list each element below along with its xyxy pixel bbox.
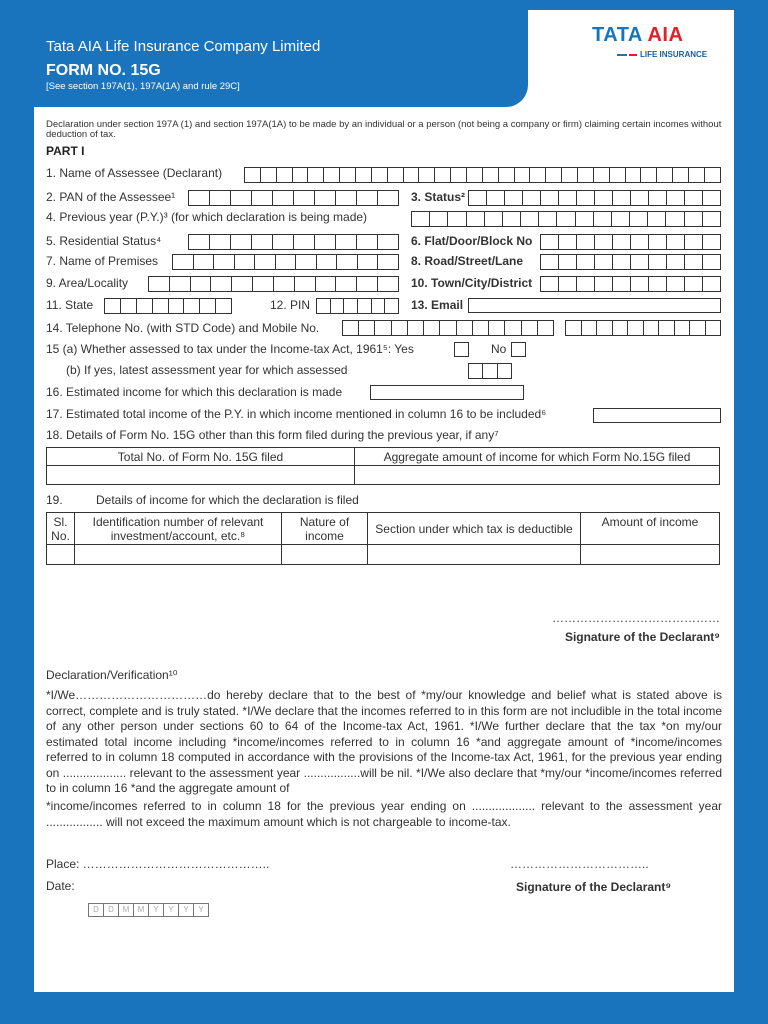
date-boxes[interactable]	[88, 903, 209, 917]
table19-cell-identification[interactable]	[75, 545, 282, 565]
date-box[interactable]: Y	[149, 904, 164, 916]
logo-word-aia: AIA	[647, 24, 684, 46]
char-box[interactable]	[649, 277, 667, 291]
char-box[interactable]	[317, 255, 338, 269]
char-box[interactable]	[559, 191, 577, 205]
field-3-label: 3. Status²	[411, 190, 466, 204]
table18-cell-aggregate[interactable]	[355, 466, 720, 485]
char-box[interactable]	[105, 299, 121, 313]
pan-boxes[interactable]	[188, 190, 399, 206]
table19-header-identification: Identification number of relevant investment/account, etc.⁸	[75, 513, 282, 545]
char-box[interactable]	[378, 235, 398, 249]
char-box[interactable]	[358, 255, 379, 269]
char-box[interactable]	[595, 255, 613, 269]
char-box[interactable]	[315, 235, 336, 249]
char-box[interactable]	[200, 299, 216, 313]
town-city-boxes[interactable]	[540, 276, 721, 292]
table19-header-section: Section under which tax is deductible	[368, 513, 581, 545]
char-box[interactable]	[336, 235, 357, 249]
form-number: FORM NO. 15G	[46, 62, 161, 79]
char-box[interactable]	[173, 255, 194, 269]
signature-label-2: Signature of the Declarant⁹	[516, 880, 672, 894]
char-box[interactable]	[440, 321, 456, 335]
char-box[interactable]	[214, 255, 235, 269]
field-12-label: 12. PIN	[270, 298, 311, 312]
char-box[interactable]	[408, 321, 424, 335]
premises-boxes[interactable]	[172, 254, 399, 270]
field-5-label: 5. Residential Status⁴	[46, 234, 162, 248]
field-14-label: 14. Telephone No. (with STD Code) and Mobile No.	[46, 321, 320, 335]
char-box[interactable]	[659, 321, 675, 335]
char-box[interactable]	[344, 299, 358, 313]
char-box[interactable]	[566, 321, 582, 335]
char-box[interactable]	[649, 191, 667, 205]
char-box[interactable]	[357, 191, 378, 205]
char-box[interactable]	[404, 168, 420, 182]
intro-text: Declaration under section 197A (1) and section 197A(1A) to be made by an individual or a person (not being a company or firm) claiming certain incomes without deduction of tax.	[46, 119, 722, 140]
char-box[interactable]	[613, 255, 631, 269]
field-16-label: 16. Estimated income for which this declaration is made	[46, 385, 343, 399]
table19-cell-slno[interactable]	[47, 545, 75, 565]
char-box[interactable]	[356, 168, 372, 182]
char-box[interactable]	[378, 255, 398, 269]
char-box[interactable]	[169, 299, 185, 313]
char-box[interactable]	[324, 168, 340, 182]
date-box[interactable]: M	[134, 904, 149, 916]
char-box[interactable]	[705, 168, 720, 182]
char-box[interactable]	[424, 321, 440, 335]
char-box[interactable]	[184, 299, 200, 313]
char-box[interactable]	[577, 277, 595, 291]
char-box[interactable]	[121, 299, 137, 313]
char-box[interactable]	[595, 277, 613, 291]
road-street-boxes[interactable]	[540, 254, 721, 270]
char-box[interactable]	[541, 235, 559, 249]
signature-line: ……………………………………	[552, 611, 720, 625]
char-box[interactable]	[255, 255, 276, 269]
char-box[interactable]	[336, 277, 357, 291]
char-box[interactable]	[375, 321, 391, 335]
char-box[interactable]	[357, 277, 378, 291]
char-box[interactable]	[276, 255, 297, 269]
char-box[interactable]	[343, 321, 359, 335]
field-1-label: 1. Name of Assessee (Declarant)	[46, 166, 223, 180]
char-box[interactable]	[541, 255, 559, 269]
char-box[interactable]	[210, 191, 231, 205]
char-box[interactable]	[469, 364, 483, 378]
assessed-no-checkbox[interactable]	[511, 342, 526, 357]
char-box[interactable]	[666, 212, 684, 226]
char-box[interactable]	[612, 212, 630, 226]
char-box[interactable]	[703, 235, 720, 249]
char-box[interactable]	[253, 277, 274, 291]
mobile-boxes[interactable]	[565, 320, 721, 336]
char-box[interactable]	[641, 168, 657, 182]
table18-header-aggregate: Aggregate amount of income for which Form No.15G filed	[355, 448, 720, 466]
char-box[interactable]	[294, 235, 315, 249]
char-box[interactable]	[690, 321, 706, 335]
email-field[interactable]	[468, 298, 721, 313]
char-box[interactable]	[559, 235, 577, 249]
char-box[interactable]	[210, 235, 231, 249]
char-box[interactable]	[252, 191, 273, 205]
char-box[interactable]	[577, 235, 595, 249]
char-box[interactable]	[649, 255, 667, 269]
char-box[interactable]	[232, 277, 253, 291]
char-box[interactable]	[689, 168, 705, 182]
date-box[interactable]: Y	[198, 905, 204, 914]
field-18-label: 18. Details of Form No. 15G other than this form filed during the previous year, if any⁷	[46, 428, 499, 442]
field-15a-no-label: No	[491, 342, 507, 356]
char-box[interactable]	[308, 168, 324, 182]
char-box[interactable]	[467, 212, 485, 226]
field-19-label: Details of income for which the declaration is filed	[96, 493, 359, 507]
char-box[interactable]	[626, 168, 642, 182]
pin-boxes[interactable]	[316, 298, 399, 314]
char-box[interactable]	[273, 235, 294, 249]
char-box[interactable]	[216, 299, 231, 313]
char-box[interactable]	[378, 277, 398, 291]
char-box[interactable]	[594, 212, 612, 226]
char-box[interactable]	[483, 364, 497, 378]
char-box[interactable]	[358, 299, 372, 313]
form-page	[34, 10, 734, 992]
char-box[interactable]	[703, 191, 720, 205]
char-box[interactable]	[577, 191, 595, 205]
declaration-paragraph-1: *I/We……………………………do hereby declare that to the best of *my/our knowledge and belief what is stated above is correct, complete and is truly stated. *I/We declare that the incomes referred to in this form are not includible in the total income of any other person under sections 60 to 64 of the Income-tax Act, 1961. *I/We further declare that the tax *on my/our estimated total income including *income/incomes referred to in column 16 *and aggregate amount of *income/incomes referred to in column 18 computed in accordance with the provisions of the Income-tax Act, 1961, for the previous year ending on ................... relevant to the assessment year .................will be nil. *I/We also declare that *my/our *income/incomes referred to in column 16 *and the aggregate amount of	[46, 688, 722, 795]
field-9-label: 9. Area/Locality	[46, 276, 129, 290]
char-box[interactable]	[613, 321, 629, 335]
char-box[interactable]	[412, 212, 430, 226]
field-10-label: 10. Town/City/District	[411, 276, 533, 290]
char-box[interactable]	[613, 235, 631, 249]
char-box[interactable]	[235, 255, 256, 269]
telephone-boxes[interactable]	[342, 320, 554, 336]
char-box[interactable]	[706, 321, 721, 335]
table18-cell-total[interactable]	[47, 466, 355, 485]
tata-aia-logo	[592, 24, 683, 47]
char-box[interactable]	[559, 255, 577, 269]
char-box[interactable]	[337, 255, 358, 269]
area-locality-boxes[interactable]	[148, 276, 399, 292]
char-box[interactable]	[448, 212, 466, 226]
char-box[interactable]	[489, 321, 505, 335]
char-box[interactable]	[675, 321, 691, 335]
char-box[interactable]	[539, 212, 557, 226]
char-box[interactable]	[685, 235, 703, 249]
char-box[interactable]	[392, 321, 408, 335]
char-box[interactable]	[530, 168, 546, 182]
char-box[interactable]	[594, 168, 610, 182]
char-box[interactable]	[685, 191, 703, 205]
place-label: Place: ………………………………………..	[46, 857, 270, 871]
field-7-label: 7. Name of Premises	[46, 254, 159, 268]
char-box[interactable]	[430, 212, 448, 226]
char-box[interactable]	[296, 255, 317, 269]
char-box[interactable]	[170, 277, 191, 291]
section-reference: [See section 197A(1), 197A(1A) and rule 29C]	[46, 81, 240, 92]
table18-header-total: Total No. of Form No. 15G filed	[47, 448, 355, 466]
char-box[interactable]	[667, 255, 685, 269]
char-box[interactable]	[685, 277, 703, 291]
previous-year-boxes[interactable]	[411, 211, 721, 227]
assessee-name-boxes[interactable]	[244, 167, 721, 183]
char-box[interactable]	[610, 168, 626, 182]
table19-header-amount: Amount of income	[581, 513, 720, 545]
char-box[interactable]	[631, 255, 649, 269]
field-15a-label: 15 (a) Whether assessed to tax under the Income-tax Act, 1961⁵: Yes	[46, 342, 414, 356]
assessment-year-boxes[interactable]	[468, 363, 512, 379]
field-8-label: 8. Road/Street/Lane	[411, 254, 524, 268]
char-box[interactable]	[667, 277, 685, 291]
char-box[interactable]	[703, 212, 720, 226]
field-19-number: 19.	[46, 493, 63, 507]
logo-word-tata: TATA	[592, 24, 643, 46]
char-box[interactable]	[388, 168, 404, 182]
signature-line-2: ……………………………..	[510, 857, 649, 871]
char-box[interactable]	[435, 168, 451, 182]
char-box[interactable]	[385, 299, 398, 313]
char-box[interactable]	[189, 235, 210, 249]
part-heading: PART I	[46, 144, 85, 158]
table19-cell-section[interactable]	[368, 545, 581, 565]
char-box[interactable]	[597, 321, 613, 335]
char-box[interactable]	[357, 235, 378, 249]
char-box[interactable]	[538, 321, 553, 335]
table19-cell-nature[interactable]	[282, 545, 368, 565]
char-box[interactable]	[613, 277, 631, 291]
char-box[interactable]	[703, 255, 720, 269]
char-box[interactable]	[485, 212, 503, 226]
char-box[interactable]	[211, 277, 232, 291]
char-box[interactable]	[673, 168, 689, 182]
char-box[interactable]	[274, 277, 295, 291]
char-box[interactable]	[293, 168, 309, 182]
logo-subtitle: LIFE INSURANCE	[640, 50, 708, 59]
field-13-label: 13. Email	[411, 298, 464, 312]
char-box[interactable]	[685, 255, 703, 269]
char-box[interactable]	[153, 299, 169, 313]
field-17-label: 17. Estimated total income of the P.Y. in which income mentioned in column 16 to be included⁶	[46, 407, 547, 421]
char-box[interactable]	[378, 191, 398, 205]
status-boxes[interactable]	[468, 190, 721, 206]
char-box[interactable]	[336, 191, 357, 205]
char-box[interactable]	[499, 168, 515, 182]
char-box[interactable]	[261, 168, 277, 182]
char-box[interactable]	[473, 321, 489, 335]
char-box[interactable]	[521, 212, 539, 226]
char-box[interactable]	[194, 255, 215, 269]
char-box[interactable]	[277, 168, 293, 182]
table19-header-slno: Sl. No.	[47, 513, 75, 545]
char-box[interactable]	[372, 299, 386, 313]
char-box[interactable]	[631, 277, 649, 291]
char-box[interactable]	[317, 299, 331, 313]
char-box[interactable]	[667, 235, 685, 249]
char-box[interactable]	[648, 212, 666, 226]
signature-label: Signature of the Declarant⁹	[564, 630, 720, 644]
company-name: Tata AIA Life Insurance Company Limited	[46, 38, 321, 55]
char-box[interactable]	[515, 168, 531, 182]
char-box[interactable]	[546, 168, 562, 182]
char-box[interactable]	[483, 168, 499, 182]
char-box[interactable]	[498, 364, 511, 378]
field-15b-label: (b) If yes, latest assessment year for which assessed	[66, 363, 348, 377]
total-income-field[interactable]	[593, 408, 721, 423]
state-boxes[interactable]	[104, 298, 232, 314]
char-box[interactable]	[467, 168, 483, 182]
char-box[interactable]	[231, 191, 252, 205]
char-box[interactable]	[419, 168, 435, 182]
char-box[interactable]	[372, 168, 388, 182]
char-box[interactable]	[469, 191, 487, 205]
char-box[interactable]	[644, 321, 660, 335]
char-box[interactable]	[685, 212, 703, 226]
income-details-table	[46, 512, 720, 565]
char-box[interactable]	[559, 277, 577, 291]
char-box[interactable]	[523, 191, 541, 205]
char-box[interactable]	[359, 321, 375, 335]
char-box[interactable]	[189, 191, 210, 205]
char-box[interactable]	[149, 277, 170, 291]
char-box[interactable]	[245, 168, 261, 182]
field-6-label: 6. Flat/Door/Block No	[411, 234, 533, 248]
field-11-label: 11. State	[46, 298, 94, 312]
char-box[interactable]	[191, 277, 212, 291]
char-box[interactable]	[562, 168, 578, 182]
field-4-label: 4. Previous year (P.Y.)³ (for which declaration is being made)	[46, 210, 368, 224]
char-box[interactable]	[505, 321, 521, 335]
date-box[interactable]: Y	[179, 904, 194, 916]
char-box[interactable]	[578, 168, 594, 182]
char-box[interactable]	[628, 321, 644, 335]
char-box[interactable]	[576, 212, 594, 226]
date-box[interactable]: M	[119, 904, 134, 916]
char-box[interactable]	[457, 321, 473, 335]
date-label: Date:	[46, 879, 75, 893]
char-box[interactable]	[315, 191, 336, 205]
char-box[interactable]	[541, 277, 559, 291]
char-box[interactable]	[582, 321, 598, 335]
char-box[interactable]	[667, 191, 685, 205]
estimated-income-field[interactable]	[370, 385, 524, 400]
date-box[interactable]: D	[89, 904, 104, 916]
char-box[interactable]	[252, 235, 273, 249]
char-box[interactable]	[657, 168, 673, 182]
char-box[interactable]	[649, 235, 667, 249]
char-box[interactable]	[231, 235, 252, 249]
char-box[interactable]	[340, 168, 356, 182]
char-box[interactable]	[451, 168, 467, 182]
field-2-label: 2. PAN of the Assessee¹	[46, 190, 176, 204]
char-box[interactable]	[595, 191, 613, 205]
char-box[interactable]	[505, 191, 523, 205]
header-band	[34, 10, 528, 107]
char-box[interactable]	[294, 191, 315, 205]
char-box[interactable]	[631, 235, 649, 249]
declaration-paragraph-2: *income/incomes referred to in column 18 for the previous year ending on ................... relevant to the assessment year ................. will not exceed the maximum amount which is not chargeable to income-tax.	[46, 799, 722, 829]
char-box[interactable]	[522, 321, 538, 335]
date-box[interactable]: Y	[164, 904, 179, 916]
assessed-yes-checkbox[interactable]	[454, 342, 469, 357]
residential-status-boxes[interactable]	[188, 234, 399, 250]
char-box[interactable]	[487, 191, 505, 205]
form-15g-filed-table	[46, 447, 720, 485]
char-box[interactable]	[503, 212, 521, 226]
char-box[interactable]	[630, 212, 648, 226]
table19-header-nature: Nature of income	[282, 513, 368, 545]
char-box[interactable]	[295, 277, 316, 291]
char-box[interactable]	[557, 212, 575, 226]
char-box[interactable]	[331, 299, 345, 313]
char-box[interactable]	[137, 299, 153, 313]
char-box[interactable]	[273, 191, 294, 205]
char-box[interactable]	[316, 277, 337, 291]
table19-cell-amount[interactable]	[581, 545, 720, 565]
declaration-title: Declaration/Verification¹⁰	[46, 668, 178, 682]
char-box[interactable]	[595, 235, 613, 249]
date-box[interactable]: D	[104, 904, 119, 916]
char-box[interactable]	[631, 191, 649, 205]
char-box[interactable]	[541, 191, 559, 205]
char-box[interactable]	[613, 191, 631, 205]
flat-door-boxes[interactable]	[540, 234, 721, 250]
logo-lines-icon	[617, 54, 637, 56]
char-box[interactable]	[703, 277, 720, 291]
char-box[interactable]	[577, 255, 595, 269]
